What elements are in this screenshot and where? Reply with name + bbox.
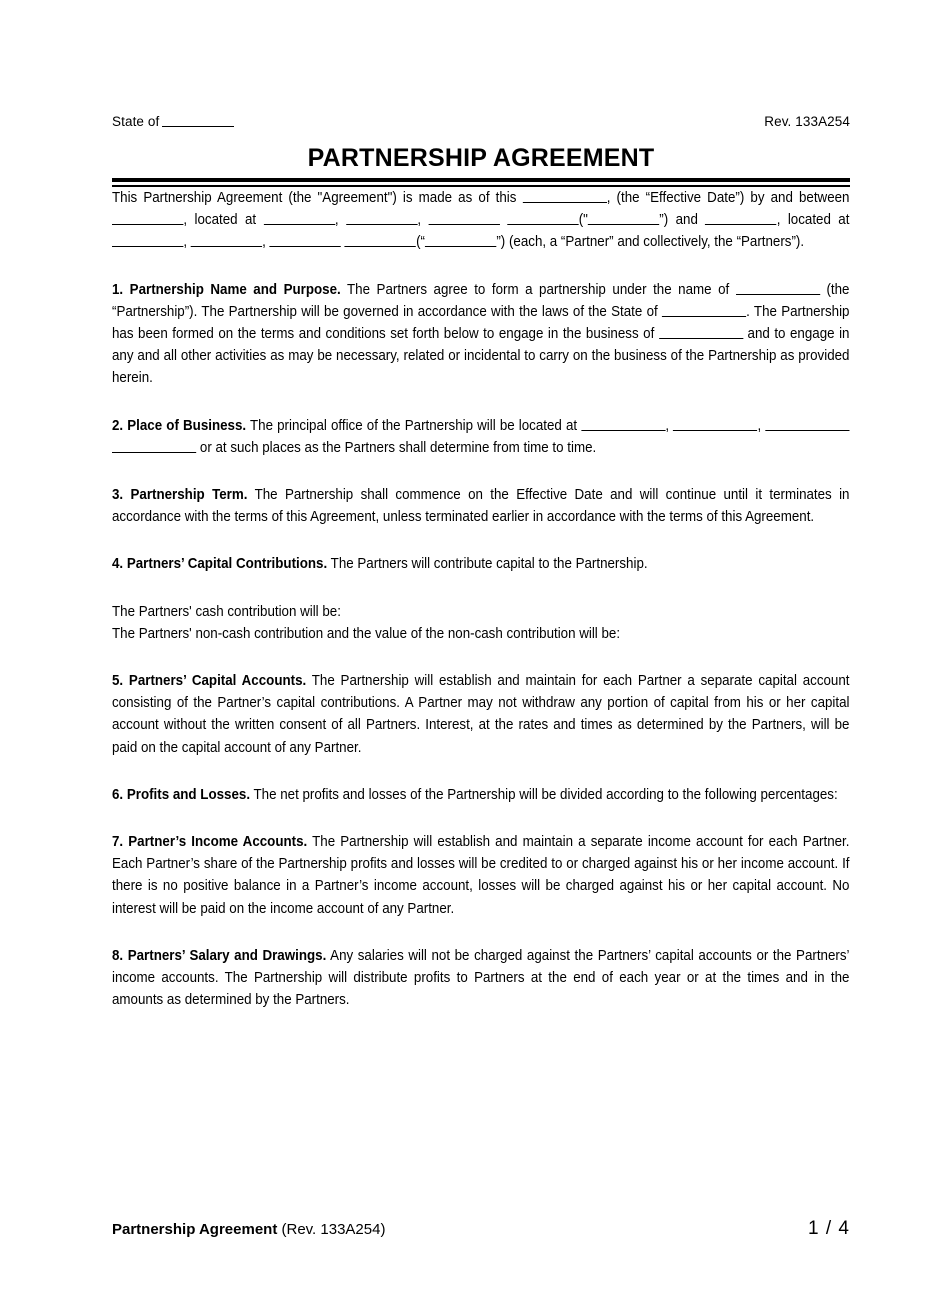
intro-text-4: , — [334, 212, 339, 229]
section-7-title: Partner’s Income Accounts. — [128, 834, 308, 850]
section-5-text-1: The Partnership will establish and maintain for each Partner a separate capital account consisting of the Partner’s capital contributions. A Partner may not withdraw any portion of capital from his or her capital account without the written consent of all Partners. Interest, at the rates and times as determined by the Partners, will be paid on the capital account of any Partner. — [112, 672, 850, 756]
intro-text-5: , — [417, 212, 422, 229]
section-1-text-4: and to engage in any and all other activities as may be necessary, related or incidental to carry on the business of the Partnership as provided herein. — [112, 325, 850, 387]
partner-two-state-blank[interactable] — [270, 246, 341, 247]
partner-two-zip-blank[interactable] — [345, 246, 416, 247]
section-5-title: Partners’ Capital Accounts. — [128, 672, 307, 689]
section-4-title: Partners’ Capital Contributions. — [126, 556, 328, 573]
section-3-text-1: The Partnership shall commence on the Effective Date and will continue until it terminates in accordance with the terms of this Agreement, unless terminated earlier in accordance with the terms of this Agreement. — [112, 486, 850, 526]
section-4-text-1: The Partners will contribute capital to the Partnership. — [330, 556, 648, 573]
section-2-number: 2. — [112, 417, 124, 434]
partnership-name-blank[interactable] — [736, 294, 820, 295]
partner-two-address-blank[interactable] — [112, 246, 183, 247]
section-4 — [112, 553, 849, 575]
intro-text-2: , (the “Effective Date”) by and between — [606, 189, 850, 206]
section-2-text-3: , — [757, 417, 762, 434]
section-1-text-2: (the “Partnership”). The Partnership will be governed in accordance with the laws of the State of — [112, 281, 850, 320]
section-3-title: Partnership Term. — [130, 486, 248, 503]
section-2-title: Place of Business. — [127, 417, 247, 434]
partner-one-address-blank[interactable] — [264, 224, 335, 225]
section-5-number: 5. — [112, 672, 124, 689]
office-state-blank[interactable] — [765, 430, 849, 431]
intro-text-9: , — [776, 212, 781, 229]
intro-text-6: (" — [578, 212, 588, 229]
office-zip-blank[interactable] — [112, 452, 196, 453]
section-5 — [112, 670, 849, 759]
section-6-number: 6. — [112, 786, 124, 803]
section-1-number: 1. — [112, 281, 124, 298]
section-7-number: 7. — [112, 834, 124, 850]
footer-revision: (Rev. 133A254) — [281, 1221, 386, 1238]
document-header — [112, 114, 850, 130]
intro-text-12: , — [262, 234, 266, 251]
section-8-text-1: Any salaries will not be charged against the Partners’ capital accounts or the Partners’ income accounts. The Partnership will distribute profits to Partners at the end of each year or at the times and in the amounts as determined by the Partners. — [112, 947, 850, 1009]
partner-one-state-blank[interactable] — [429, 224, 500, 225]
section-4-noncash-contribution-line: The Partners' non-cash contribution and the value of the non-cash contribution will be: — [112, 625, 621, 642]
section-6-text-1: The net profits and losses of the Partnership will be divided according to the following percentages: — [253, 786, 838, 803]
footer-page-number: 1 / 4 — [808, 1218, 850, 1239]
document-content — [112, 114, 850, 1011]
section-1-title: Partnership Name and Purpose. — [129, 281, 341, 298]
section-2-text-4: or at such places as the Partners shall determine from time to time. — [199, 439, 597, 456]
partner-one-zip-blank[interactable] — [507, 224, 578, 225]
business-type-blank[interactable] — [659, 338, 743, 339]
state-of-label: State of — [112, 114, 160, 129]
section-7 — [112, 831, 849, 920]
section-8-number: 8. — [112, 947, 124, 964]
intro-text-13: (“ — [416, 234, 425, 251]
partner-one-alias-blank[interactable] — [588, 224, 659, 225]
section-6-title: Profits and Losses. — [126, 786, 251, 803]
effective-date-blank[interactable] — [523, 202, 607, 203]
intro-text-11: , — [183, 234, 188, 251]
office-city-blank[interactable] — [673, 430, 757, 431]
intro-text-3: , located at — [183, 212, 257, 229]
section-6 — [112, 784, 849, 806]
intro-text-1: This Partnership Agreement (the "Agreement") is made as of this — [112, 189, 517, 206]
intro-paragraph — [112, 187, 849, 254]
intro-text-7: ”) — [659, 212, 669, 229]
title-rule-group — [112, 178, 850, 187]
state-of-field — [112, 114, 234, 130]
section-3-number: 3. — [112, 486, 124, 503]
state-of-blank[interactable] — [162, 126, 234, 127]
section-1 — [112, 279, 849, 390]
section-3 — [112, 484, 849, 528]
section-8 — [112, 945, 849, 1012]
document-footer — [112, 1218, 850, 1240]
partner-one-city-blank[interactable] — [346, 224, 417, 225]
intro-text-15: (each, a “Partner” and collectively, the “Partners”). — [508, 234, 805, 251]
document-body — [112, 187, 849, 1011]
governing-state-blank[interactable] — [662, 316, 746, 317]
footer-title-group — [112, 1221, 385, 1238]
section-7-text-1: The Partnership will establish and maintain a separate income account for each Partner. Each Partner’s share of the Partnership profits and losses will be credited to or charged against his or her income account. If there is no positive balance in a Partner’s income account, losses will be charged against his or her capital account. No interest will be paid on the income account of any Partner. — [112, 834, 850, 917]
intro-text-14: ”) — [496, 234, 506, 251]
partner-two-city-blank[interactable] — [191, 246, 262, 247]
section-1-text-1: The Partners agree to form a partnership under the name of — [346, 281, 730, 298]
footer-title: Partnership Agreement — [112, 1221, 278, 1238]
partner-two-alias-blank[interactable] — [425, 246, 496, 247]
section-1-text-3: . The Partnership has been formed on the terms and conditions set forth below to engage in the business of — [112, 303, 850, 342]
partner-two-name-blank[interactable] — [705, 224, 776, 225]
header-revision-code: Rev. 133A254 — [764, 114, 850, 129]
section-2-text-2: , — [665, 417, 670, 434]
office-address-blank[interactable] — [581, 430, 665, 431]
section-4-number: 4. — [112, 556, 124, 573]
intro-text-10: located at — [787, 212, 850, 229]
page-title: PARTNERSHIP AGREEMENT — [307, 144, 655, 173]
section-8-title: Partners’ Salary and Drawings. — [127, 947, 327, 964]
section-2-text-1: The principal office of the Partnership will be located at — [249, 417, 578, 434]
intro-text-8: and — [675, 212, 698, 229]
section-4-cash-contribution-line: The Partners' cash contribution will be: — [112, 603, 341, 620]
section-2 — [112, 415, 849, 459]
partner-one-name-blank[interactable] — [112, 224, 183, 225]
